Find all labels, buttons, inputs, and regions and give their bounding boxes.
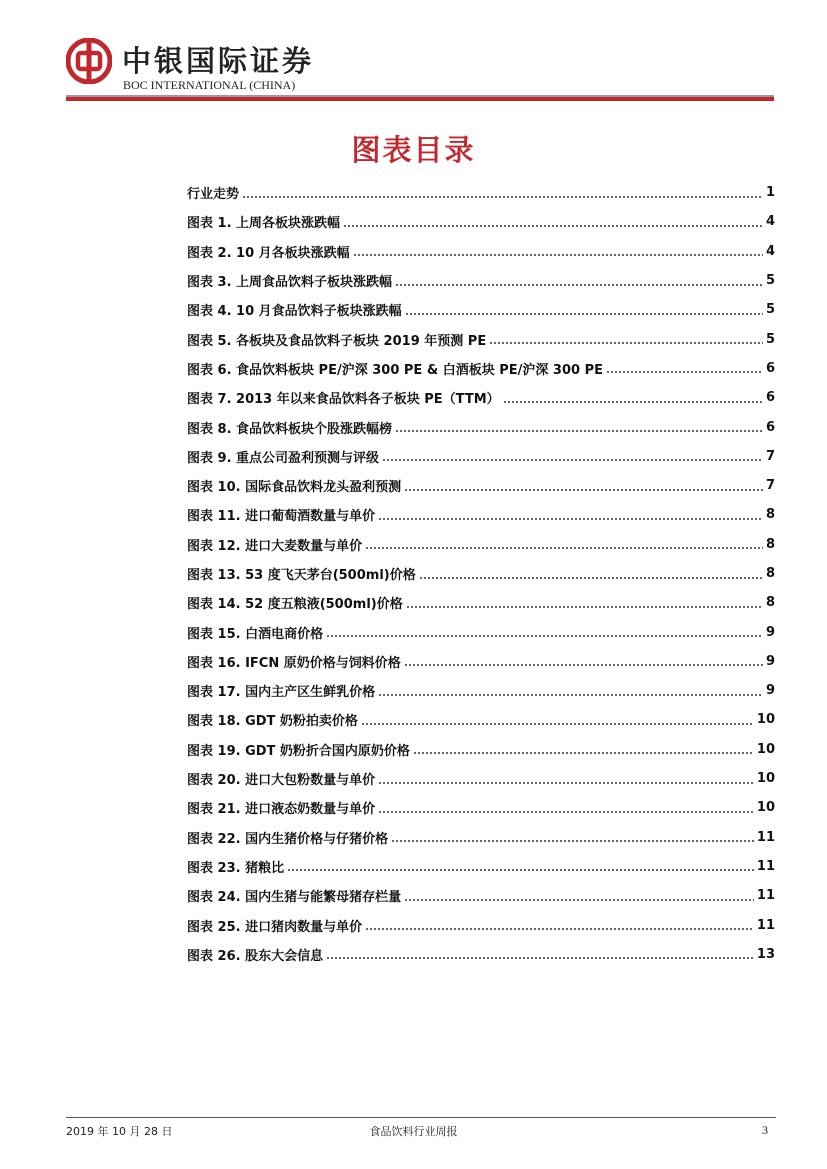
footer-page-number: 3: [762, 1123, 768, 1137]
toc-leader-dots: [287, 869, 754, 871]
toc-entry-label[interactable]: 图表 23. 猪粮比: [187, 860, 285, 876]
toc-leader-dots: [378, 782, 754, 784]
toc-entry-label[interactable]: 图表 1. 上周各板块涨跌幅: [187, 216, 341, 232]
toc-entry-page[interactable]: 5: [765, 273, 775, 289]
toc-entry-label[interactable]: 图表 14. 52 度五粮液(500ml)价格: [187, 597, 403, 613]
toc-entry-label[interactable]: 图表 19. GDT 奶粉折合国内原奶价格: [187, 743, 410, 759]
footer-divider: [66, 1117, 776, 1118]
toc-entry[interactable]: [187, 617, 775, 646]
toc-leader-dots: [404, 899, 754, 901]
toc-leader-dots: [326, 635, 763, 637]
toc-entry-page[interactable]: 13: [756, 946, 775, 962]
toc-entry-label[interactable]: 图表 3. 上周食品饮料子板块涨跌幅: [187, 275, 393, 291]
toc-entry-page[interactable]: 8: [765, 507, 775, 523]
toc-entry[interactable]: [187, 793, 775, 822]
toc-entry-page[interactable]: 6: [765, 360, 775, 376]
toc-entry-label[interactable]: 图表 10. 国际食品饮料龙头盈利预测: [187, 480, 402, 496]
toc-entry-label[interactable]: 行业走势: [187, 187, 240, 203]
toc-entry-page[interactable]: 7: [765, 448, 775, 464]
toc-entry-label[interactable]: 图表 8. 食品饮料板块个股涨跌幅榜: [187, 421, 393, 437]
toc-entry[interactable]: [187, 442, 775, 471]
toc-entry[interactable]: [187, 647, 775, 676]
toc-entry[interactable]: [187, 735, 775, 764]
toc-entry-page[interactable]: 9: [765, 653, 775, 669]
toc-entry-label[interactable]: 图表 11. 进口葡萄酒数量与单价: [187, 509, 376, 525]
toc-entry-page[interactable]: 11: [756, 829, 775, 845]
toc-entry[interactable]: [187, 471, 775, 500]
toc-entry-label[interactable]: 图表 25. 进口猪肉数量与单价: [187, 919, 363, 935]
brand-name-cn: 中银国际证券: [122, 44, 315, 78]
toc-entry-page[interactable]: 4: [765, 243, 775, 259]
toc-entry-page[interactable]: 6: [765, 419, 775, 435]
table-of-figures: [187, 178, 775, 969]
footer-report-name: 食品饮料行业周报: [369, 1125, 458, 1138]
toc-entry-page[interactable]: 4: [765, 214, 775, 230]
brand-name-en: BOC INTERNATIONAL (CHINA): [123, 78, 296, 92]
toc-entry[interactable]: [187, 852, 775, 881]
toc-entry-label[interactable]: 图表 22. 国内生猪价格与仔猪价格: [187, 831, 389, 847]
toc-entry-page[interactable]: 8: [765, 595, 775, 611]
toc-entry-label[interactable]: 图表 6. 食品饮料板块 PE/沪深 300 PE & 白酒板块 PE/沪深 300 PE: [187, 362, 603, 378]
toc-entry[interactable]: [187, 354, 775, 383]
toc-entry-page[interactable]: 5: [765, 302, 775, 318]
toc-entry[interactable]: [187, 676, 775, 705]
toc-entry[interactable]: [187, 764, 775, 793]
toc-entry-label[interactable]: 图表 18. GDT 奶粉拍卖价格: [187, 714, 358, 730]
toc-leader-dots: [353, 254, 763, 256]
toc-entry[interactable]: [187, 412, 775, 441]
toc-entry-label[interactable]: 图表 12. 进口大麦数量与单价: [187, 538, 363, 554]
boc-logo-icon: [66, 38, 112, 84]
toc-entry-label[interactable]: 图表 15. 白酒电商价格: [187, 626, 324, 642]
toc-entry-page[interactable]: 1: [765, 185, 775, 201]
toc-entry[interactable]: [187, 881, 775, 910]
toc-leader-dots: [503, 401, 763, 403]
toc-leader-dots: [361, 723, 754, 725]
toc-leader-dots: [405, 313, 763, 315]
toc-leader-dots: [404, 664, 763, 666]
toc-leader-dots: [606, 371, 763, 373]
toc-entry-page[interactable]: 9: [765, 683, 775, 699]
toc-entry[interactable]: [187, 324, 775, 353]
toc-leader-dots: [382, 459, 763, 461]
toc-entry-page[interactable]: 10: [756, 712, 775, 728]
toc-entry[interactable]: [187, 237, 775, 266]
toc-entry[interactable]: [187, 266, 775, 295]
header-divider-red: [66, 97, 774, 101]
toc-leader-dots: [413, 752, 754, 754]
toc-leader-dots: [489, 342, 763, 344]
page-header: [66, 36, 774, 102]
toc-entry-label[interactable]: 图表 2. 10 月各板块涨跌幅: [187, 245, 350, 261]
toc-leader-dots: [419, 577, 763, 579]
toc-leader-dots: [391, 840, 754, 842]
toc-entry[interactable]: [187, 207, 775, 236]
toc-leader-dots: [378, 694, 763, 696]
toc-entry-page[interactable]: 11: [756, 888, 775, 904]
toc-entry-page[interactable]: 8: [765, 536, 775, 552]
toc-entry-page[interactable]: 11: [756, 917, 775, 933]
toc-entry[interactable]: [187, 559, 775, 588]
toc-entry-page[interactable]: 5: [765, 331, 775, 347]
toc-entry[interactable]: [187, 823, 775, 852]
toc-leader-dots: [406, 606, 763, 608]
toc-entry-page[interactable]: 8: [765, 566, 775, 581]
toc-entry-label[interactable]: 图表 4. 10 月食品饮料子板块涨跌幅: [187, 304, 402, 320]
toc-entry[interactable]: [187, 940, 775, 969]
toc-entry-label[interactable]: 图表 5. 各板块及食品饮料子板块 2019 年预测 PE: [187, 333, 487, 349]
toc-entry-label[interactable]: 图表 20. 进口大包粉数量与单价: [187, 773, 376, 789]
toc-entry-label[interactable]: 图表 13. 53 度飞天茅台(500ml)价格: [187, 568, 416, 583]
toc-leader-dots: [378, 811, 754, 813]
toc-leader-dots: [378, 518, 763, 520]
toc-entry-label[interactable]: 图表 7. 2013 年以来食品饮料各子板块 PE（TTM）: [187, 392, 500, 408]
toc-leader-dots: [242, 196, 763, 198]
toc-entry[interactable]: [187, 383, 775, 412]
toc-entry-label[interactable]: 图表 21. 进口液态奶数量与单价: [187, 802, 376, 818]
toc-leader-dots: [395, 430, 763, 432]
toc-entry-page[interactable]: 9: [765, 624, 775, 640]
toc-entry-page[interactable]: 10: [756, 771, 775, 787]
toc-leader-dots: [365, 547, 763, 549]
toc-entry-label[interactable]: 图表 16. IFCN 原奶价格与饲料价格: [187, 655, 401, 671]
toc-entry-page[interactable]: 10: [756, 800, 775, 816]
toc-entry[interactable]: [187, 500, 775, 529]
toc-entry[interactable]: [187, 588, 775, 617]
toc-entry-label[interactable]: 图表 9. 重点公司盈利预测与评级: [187, 450, 380, 466]
toc-entry[interactable]: [187, 295, 775, 324]
toc-entry-label[interactable]: 图表 26. 股东大会信息: [187, 948, 324, 964]
page-title: 图表目录: [351, 133, 476, 167]
toc-entry-page[interactable]: 6: [765, 390, 775, 406]
toc-leader-dots: [365, 928, 754, 930]
toc-entry-page[interactable]: 7: [765, 478, 775, 494]
footer-date: 2019 年 10 月 28 日: [66, 1125, 173, 1138]
toc-entry-page[interactable]: 11: [756, 858, 775, 874]
toc-entry[interactable]: [187, 178, 775, 207]
toc-entry[interactable]: [187, 530, 775, 559]
toc-leader-dots: [404, 489, 763, 491]
toc-entry-label[interactable]: 图表 24. 国内生猪与能繁母猪存栏量: [187, 890, 402, 906]
toc-entry-page[interactable]: 10: [756, 741, 775, 757]
toc-entry[interactable]: [187, 910, 775, 939]
toc-leader-dots: [343, 225, 763, 227]
toc-entry-label[interactable]: 图表 17. 国内主产区生鲜乳价格: [187, 685, 376, 701]
toc-leader-dots: [326, 957, 754, 959]
toc-entry[interactable]: [187, 705, 775, 734]
toc-leader-dots: [395, 284, 763, 286]
